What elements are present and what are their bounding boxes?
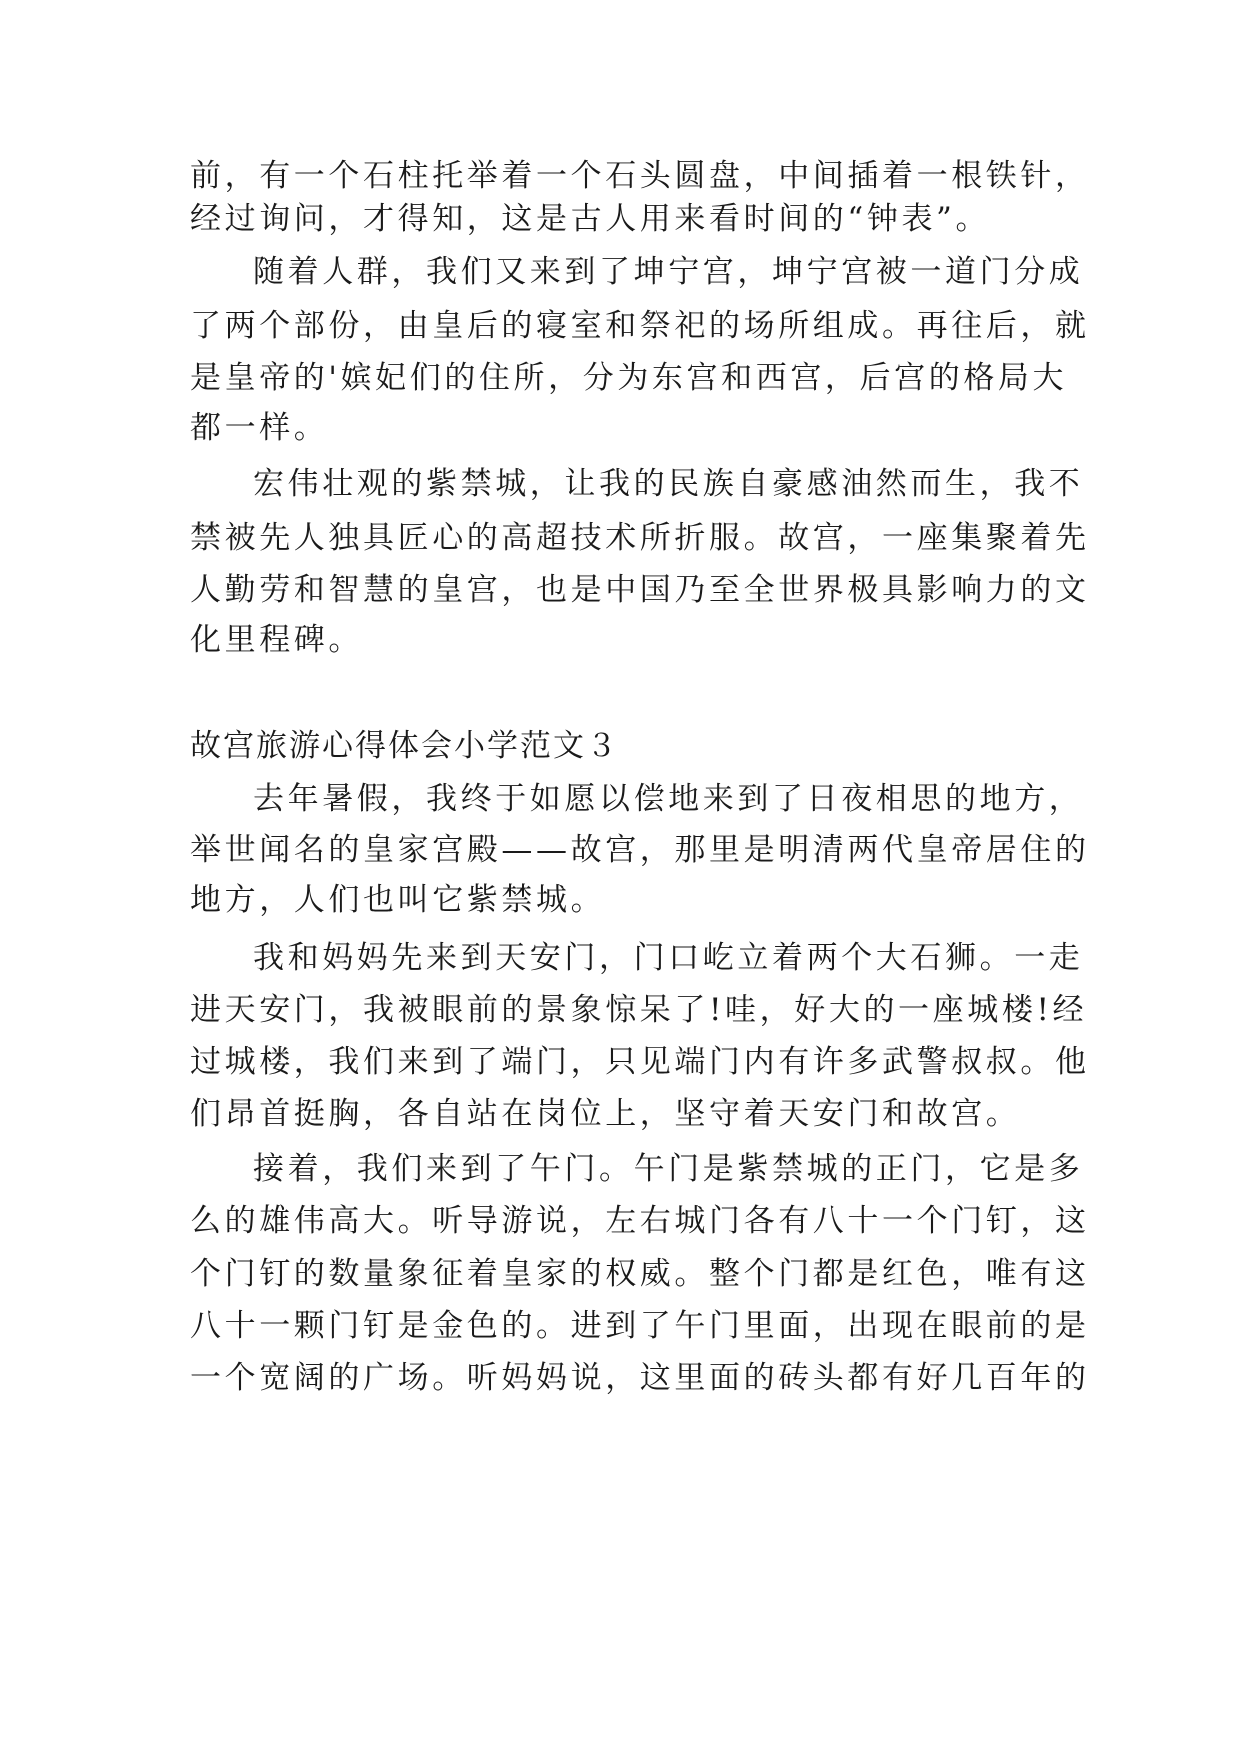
text-line: 一个宽阔的广场。听妈妈说，这里面的砖头都有好几百年的 [190,1360,1090,1396]
text-line: 前，有一个石柱托举着一个石头圆盘，中间插着一根铁针， [190,158,1090,194]
text-line: 过城楼，我们来到了端门，只见端门内有许多武警叔叔。他 [190,1044,1090,1080]
text-line: 化里程碑。 [190,622,363,658]
text-line: 们昂首挺胸，各自站在岗位上，坚守着天安门和故宫。 [190,1096,1021,1132]
text-line: 八十一颗门钉是金色的。进到了午门里面，出现在眼前的是 [190,1308,1090,1344]
text-line: 是皇帝的'嫔妃们的住所，分为东宫和西宫，后宫的格局大 [190,360,1068,396]
text-line: 进天安门，我被眼前的景象惊呆了!哇，好大的一座城楼!经 [190,992,1088,1028]
text-line: 么的雄伟高大。听导游说，左右城门各有八十一个门钉，这 [190,1203,1090,1239]
text-line: 地方，人们也叫它紫禁城。 [190,882,606,918]
text-line: 人勤劳和智慧的皇宫，也是中国乃至全世界极具影响力的文 [190,572,1090,608]
text-line: 了两个部份，由皇后的寝室和祭祀的场所组成。再往后，就 [190,308,1090,344]
text-line: 禁被先人独具匠心的高超技术所折服。故宫，一座集聚着先 [190,520,1090,556]
text-line: 接着，我们来到了午门。午门是紫禁城的正门，它是多 [253,1151,1084,1187]
text-line: 去年暑假，我终于如愿以偿地来到了日夜相思的地方， [253,781,1084,817]
text-line: 随着人群，我们又来到了坤宁宫，坤宁宫被一道门分成 [253,254,1084,290]
text-line: 我和妈妈先来到天安门，门口屹立着两个大石狮。一走 [253,940,1084,976]
text-line: 举世闻名的皇家宫殿——故宫，那里是明清两代皇帝居住的 [190,832,1090,868]
section-heading: 故宫旅游心得体会小学范文３ [190,728,619,764]
text-line: 宏伟壮观的紫禁城，让我的民族自豪感油然而生，我不 [253,466,1084,502]
text-line: 个门钉的数量象征着皇家的权威。整个门都是红色，唯有这 [190,1256,1090,1292]
text-line: 都一样。 [190,410,329,446]
text-line: 经过询问，才得知，这是古人用来看时间的“钟表”。 [190,201,991,237]
